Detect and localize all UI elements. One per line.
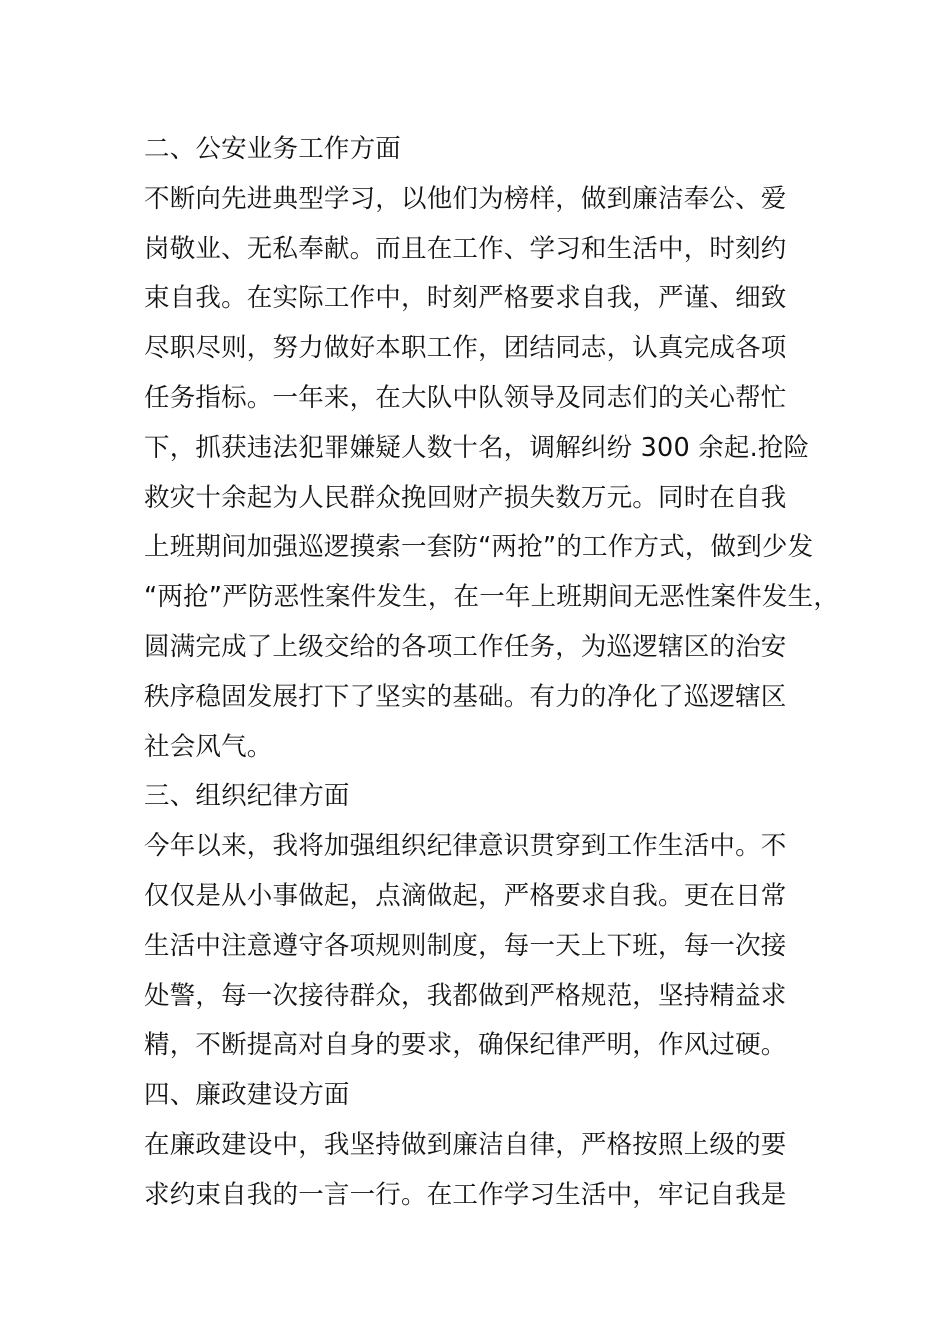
paragraph-line: 束自我。在实际工作中，时刻严格要求自我，严谨、细致 bbox=[144, 283, 787, 314]
section-heading-integrity: 四、廉政建设方面 bbox=[144, 1080, 350, 1111]
paragraph-line: 生活中注意遵守各项规则制度，每一天上下班，每一次接 bbox=[144, 930, 787, 961]
paragraph-line: 仅仅是从小事做起，点滴做起，严格要求自我。更在日常 bbox=[144, 880, 787, 911]
paragraph-line: 圆满完成了上级交给的各项工作任务，为巡逻辖区的治安 bbox=[144, 631, 787, 662]
paragraph-line: “两抢”严防恶性案件发生，在一年上班期间无恶性案件发生， bbox=[144, 582, 840, 613]
section-heading-discipline: 三、组织纪律方面 bbox=[144, 781, 350, 812]
paragraph-line: 上班期间加强巡逻摸索一套防“两抢”的工作方式，做到少发 bbox=[144, 532, 814, 563]
paragraph-line: 不断向先进典型学习，以他们为榜样，做到廉洁奉公、爱 bbox=[144, 183, 787, 214]
paragraph-line: 在廉政建设中，我坚持做到廉洁自律，严格按照上级的要 bbox=[144, 1129, 787, 1160]
paragraph-line: 求约束自我的一言一行。在工作学习生活中，牢记自我是 bbox=[144, 1179, 787, 1210]
paragraph-line: 岗敬业、无私奉献。而且在工作、学习和生活中，时刻约 bbox=[144, 233, 787, 264]
paragraph-line: 精，不断提高对自身的要求，确保纪律严明，作风过硬。 bbox=[144, 1030, 787, 1061]
paragraph-line: 救灾十余起为人民群众挽回财产损失数万元。同时在自我 bbox=[144, 482, 787, 513]
paragraph-line: 处警，每一次接待群众，我都做到严格规范，坚持精益求 bbox=[144, 980, 787, 1011]
document-body bbox=[144, 125, 840, 1221]
paragraph-line: 社会风气。 bbox=[144, 731, 273, 762]
paragraph-line: 秩序稳固发展打下了坚实的基础。有力的净化了巡逻辖区 bbox=[144, 681, 787, 712]
section-heading-public-security: 二、公安业务工作方面 bbox=[144, 134, 402, 164]
paragraph-line: 今年以来，我将加强组织纪律意识贯穿到工作生活中。不 bbox=[144, 831, 787, 862]
paragraph-line: 尽职尽则，努力做好本职工作，团结同志，认真完成各项 bbox=[144, 333, 787, 364]
paragraph-line: 下，抓获违法犯罪嫌疑人数十名，调解纠纷 300 余起.抢险 bbox=[144, 432, 810, 463]
paragraph-line: 任务指标。一年来，在大队中队领导及同志们的关心帮忙 bbox=[144, 382, 787, 413]
